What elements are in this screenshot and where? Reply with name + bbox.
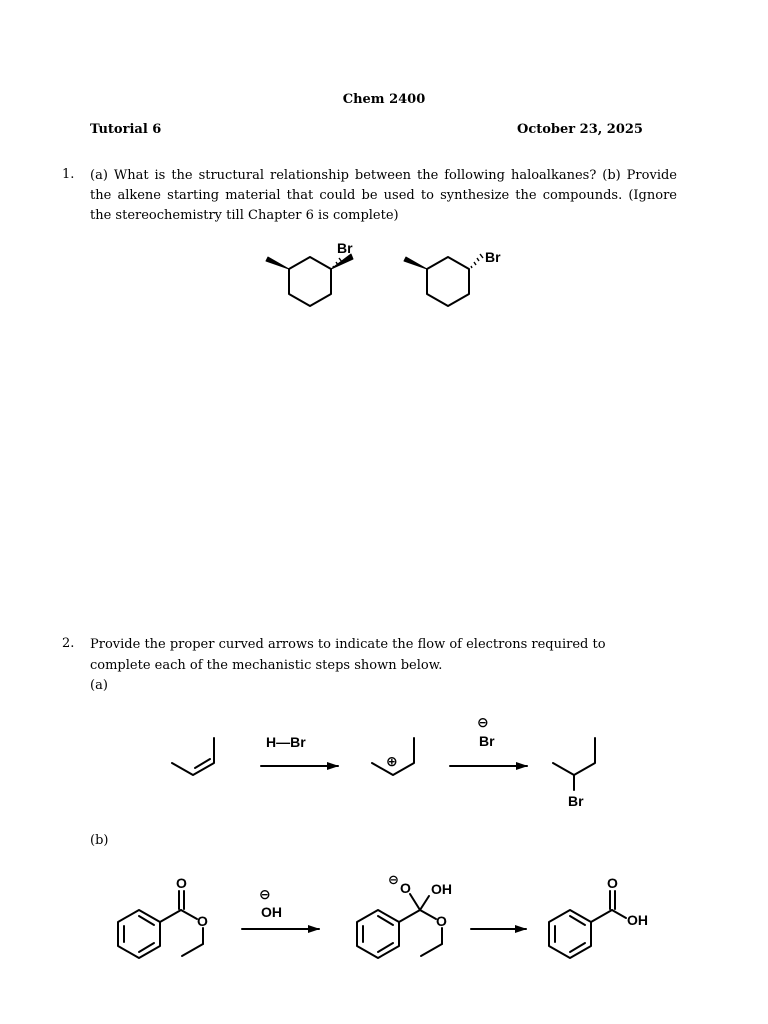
carbonyl-oxygen: O (176, 875, 187, 891)
tutorial-label: Tutorial 6 (90, 122, 162, 137)
benzoic-acid (549, 875, 648, 958)
part-b-mechanism (118, 872, 648, 958)
ester-oxygen: O (436, 913, 447, 929)
alkoxide-oxygen: O (400, 880, 411, 896)
bromine-label: Br (485, 249, 501, 265)
tutorial-date: October 23, 2025 (517, 122, 643, 137)
question-1-number: 1. (62, 167, 75, 182)
tetrahedral-intermediate (357, 872, 452, 958)
acid-hydroxyl: OH (627, 912, 648, 928)
product-bromine: Br (568, 793, 584, 809)
negative-charge: ⊖ (477, 714, 489, 730)
negative-charge: ⊖ (388, 872, 399, 887)
hbr-reagent: H—Br (266, 734, 306, 750)
bromide-reagent: Br (479, 733, 495, 749)
question-1-text: (a) What is the structural relationship between the following haloalkanes? (b) Provide the alkene starting material that could be used to synthesize the compounds. (Ignore the stereochemistry till Chapter 6 is complete) (90, 168, 677, 223)
question-2-number: 2. (62, 636, 75, 651)
bromine-label: Br (337, 240, 353, 256)
negative-charge: ⊖ (259, 886, 271, 902)
cis-2-butene (172, 738, 214, 775)
hydroxide-reagent: OH (261, 904, 282, 920)
part-b-label: (b) (90, 833, 109, 848)
hydroxyl-group: OH (431, 881, 452, 897)
part-a-mechanism (172, 714, 595, 809)
ethyl-benzoate (118, 875, 208, 958)
course-title: Chem 2400 (342, 92, 426, 107)
positive-charge: ⊕ (386, 753, 398, 769)
question-2-text: Provide the proper curved arrows to indicate the flow of electrons required to complete each of the mechanistic steps shown below. (90, 637, 606, 673)
carbonyl-oxygen: O (607, 875, 618, 891)
2-bromobutane (553, 738, 595, 775)
ester-oxygen: O (197, 913, 208, 929)
part-a-label: (a) (90, 678, 108, 693)
